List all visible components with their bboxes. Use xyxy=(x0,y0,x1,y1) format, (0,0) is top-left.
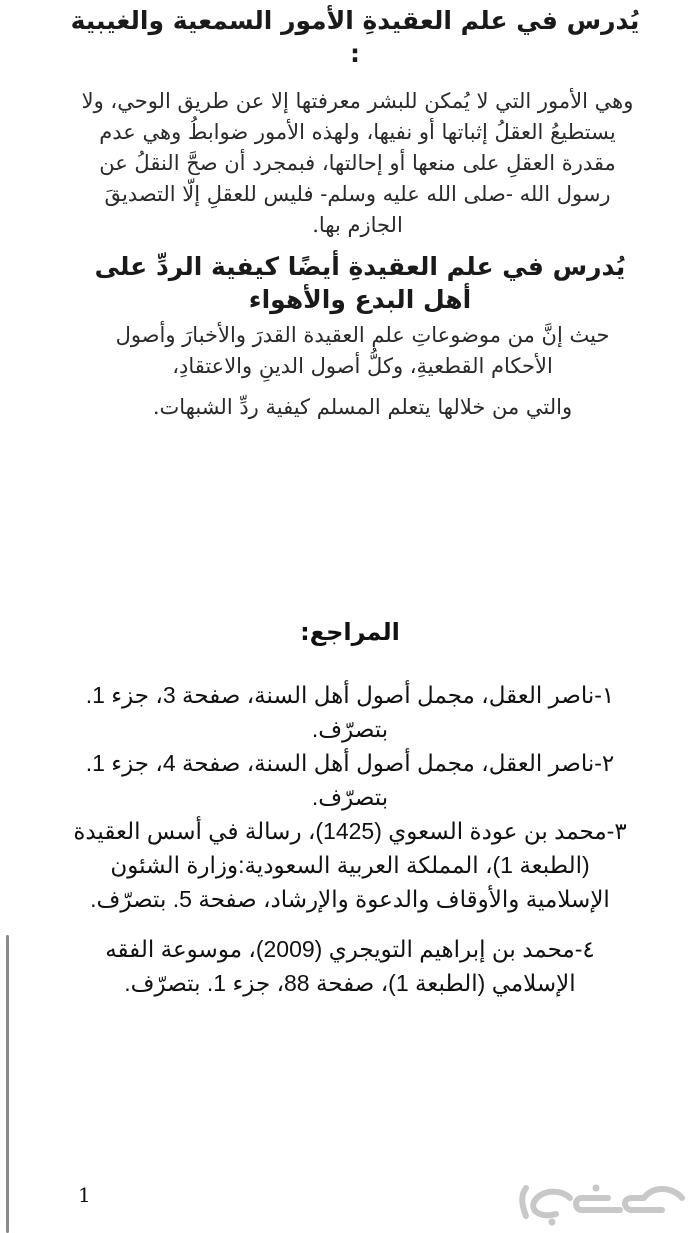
haraj-watermark-icon xyxy=(512,1176,692,1226)
page-number: 1 xyxy=(78,1183,91,1207)
paragraph-gap xyxy=(95,382,630,392)
references-title: المراجع: xyxy=(300,618,400,646)
reference-item: ١-ناصر العقل، مجمل أصول أهل السنة، صفحة 3، جزء 1. بتصرّف. xyxy=(85,682,615,742)
section-2-body-tail: والتي من خلالها يتعلم المسلم كيفية ردِّ الشبهات. xyxy=(152,395,573,419)
vertical-scrollbar[interactable] xyxy=(6,935,9,1233)
section-2-body-text: حيث إنَّ من موضوعاتِ علم العقيدة القدرَ والأخبارَ وأصول الأحكام القطعيةِ، وكلُّ أصول الدينِ والاعتقادِ، xyxy=(115,323,610,378)
section-1-body: وهي الأمور التي لا يُمكن للبشر معرفتها إلا عن طريق الوحي، ولا يستطيعُ العقلُ إثباتها أو نفيها، ولهذه الأمور ضوابطُ وهي عدم مقدرة العقلِ على منعها أو إحالتها، فبمجرد أن صحَّ النقلُ عن رسول الله -صلى الله عليه وسلم- فليس للعقلِ إلّا التصديقَ الجازم بها. xyxy=(81,89,634,237)
references-list xyxy=(70,678,630,1000)
reference-item: ٣-محمد بن عودة السعوي (1425)، رسالة في أسس العقيدة (الطبعة 1)، المملكة العربية السعودية:وزارة الشئون الإسلامية والأوقاف والدعوة والإرشاد، صفحة 5. بتصرّف. xyxy=(73,818,627,912)
reference-item: ٢-ناصر العقل، مجمل أصول أهل السنة، صفحة 4، جزء 1. بتصرّف. xyxy=(85,750,615,810)
reference-item: ٤-محمد بن إبراهيم التويجري (2009)، موسوعة الفقه الإسلامي (الطبعة 1)، صفحة 88، جزء 1. بتصرّف. xyxy=(105,936,595,996)
section-2-heading: يُدرس في علم العقيدةِ أيضًا كيفية الردِّ على أهل البدع والأهواء xyxy=(94,252,626,314)
section-1-heading: يُدرس في علم العقيدةِ الأمور السمعية والغيبية : xyxy=(70,6,640,68)
section-2-body xyxy=(95,320,630,423)
